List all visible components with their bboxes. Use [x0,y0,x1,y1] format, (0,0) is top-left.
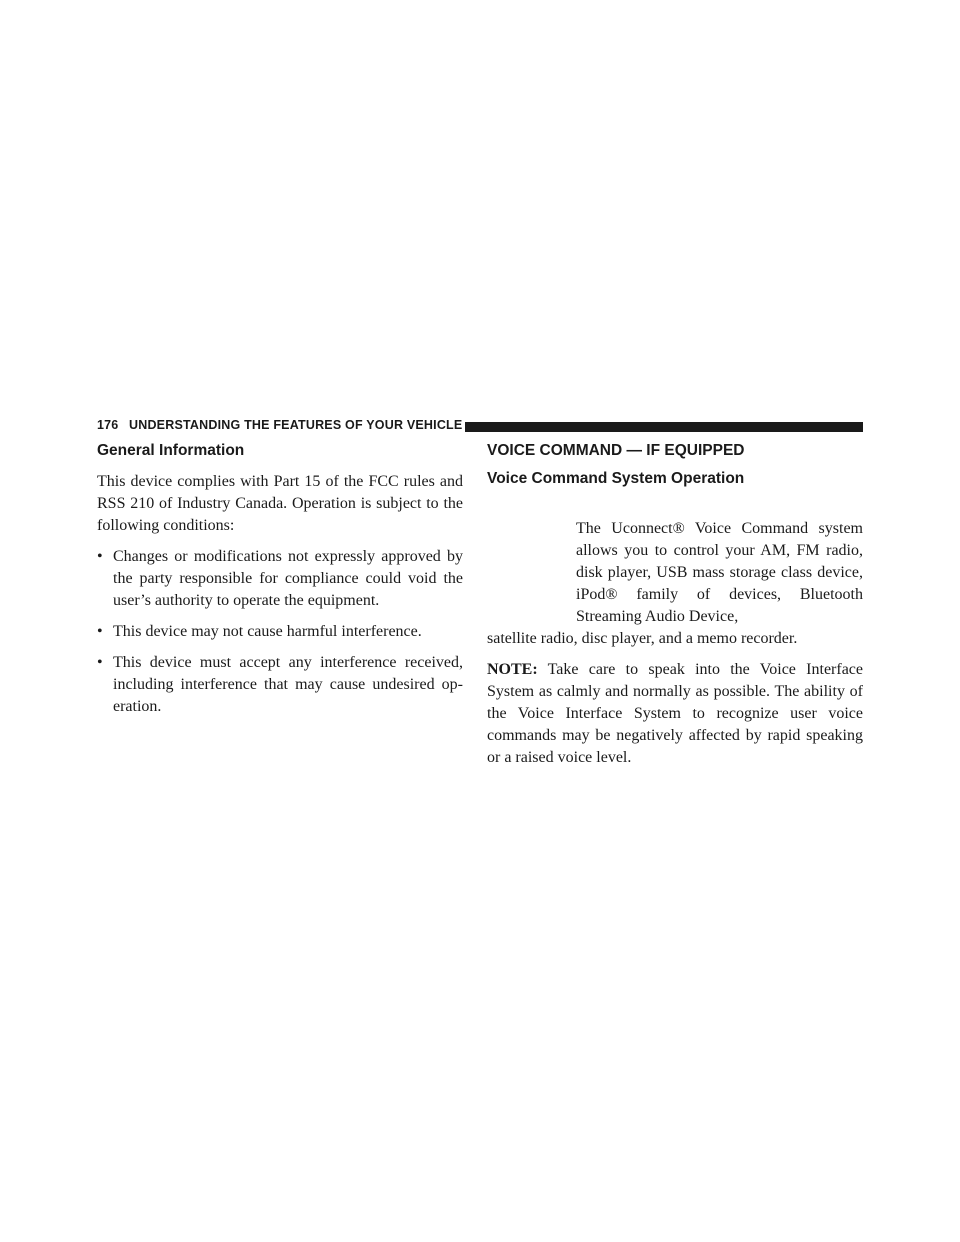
general-information-heading: General Information [97,442,245,459]
bullet-icon: • [97,654,103,671]
fcc-intro-paragraph: This device complies with Part 15 of the FCC rules and RSS 210 of Industry Canada. Operation is subject to the following conditions: [97,473,463,534]
voice-command-intro-indented: The Uconnect® Voice Command system allows you to control your AM, FM radio, disk player, USB mass storage class device, iPod® family of devices, Bluetooth Streaming Audio Device, [576,520,863,625]
voice-command-heading: VOICE COMMAND — IF EQUIPPED [487,442,745,459]
note-paragraph [487,659,863,769]
page-number: 176 [97,418,119,432]
header-rule [465,422,863,432]
bullet-icon: • [97,623,103,640]
list-item-text: Changes or modifications not expressly approved by the party responsible for compliance could void the user’s authority to operate the equipment. [113,548,463,609]
list-item-text: This device may not cause harmful interference. [113,623,422,640]
list-item [97,652,463,718]
list-item [97,621,463,643]
list-item [97,546,463,612]
page-header [97,416,863,436]
bullet-icon: • [97,548,103,565]
list-item-text: This device must accept any interference received, including interference that may cause undesired op-eration. [113,654,463,715]
note-text: Take care to speak into the Voice Interface System as calmly and normally as possible. The ability of the Voice Interface System to recognize user voice commands may be negatively affected by rapid speaking or a raised voice level. [487,661,863,766]
note-label: NOTE: [487,661,538,678]
right-column [487,440,863,769]
section-title: UNDERSTANDING THE FEATURES OF YOUR VEHICLE [129,418,463,432]
voice-command-operation-heading: Voice Command System Operation [487,470,745,487]
conditions-list [97,546,463,718]
left-column [97,440,463,718]
voice-command-intro-continued: satellite radio, disc player, and a memo recorder. [487,630,798,647]
